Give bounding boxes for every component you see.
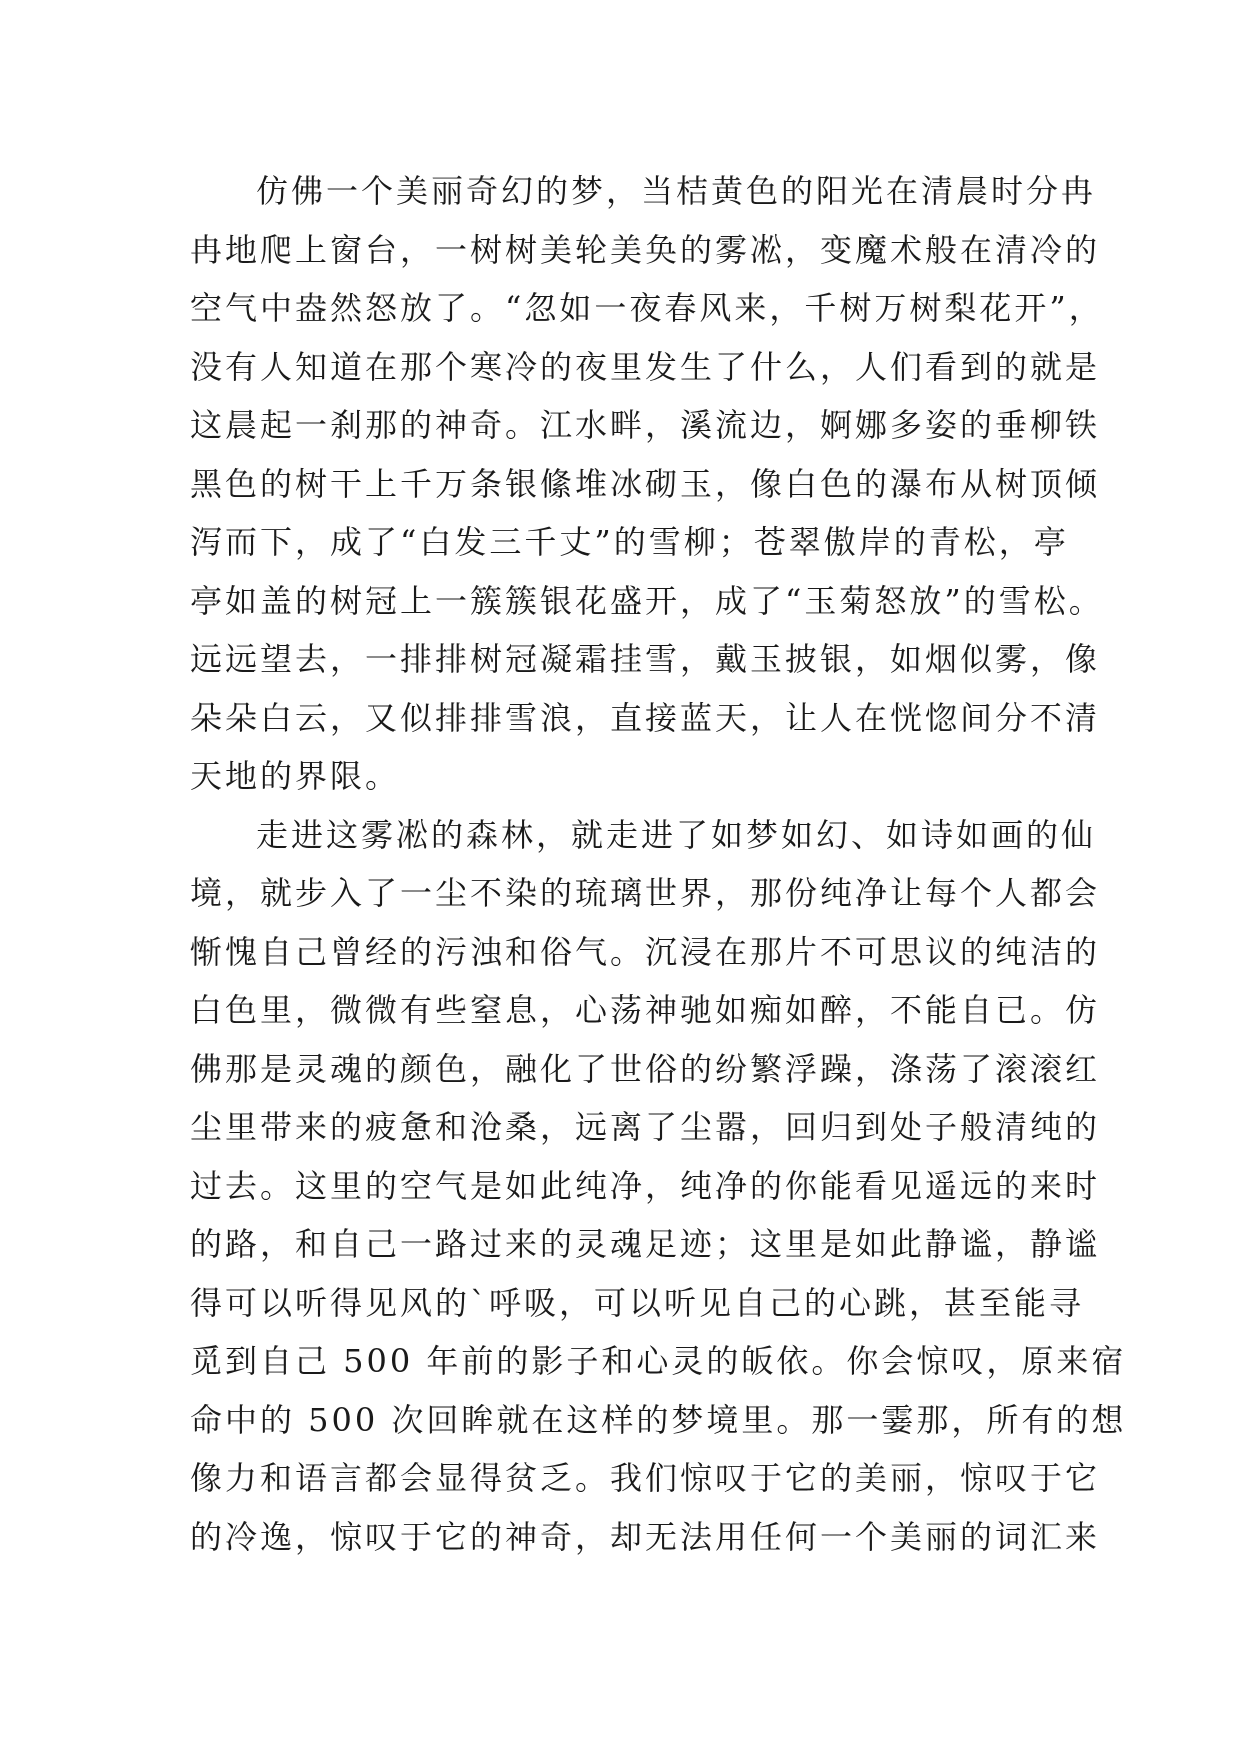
text-line: 天地的界限。 [190, 757, 401, 795]
text-line: 远远望去，一排排树冠凝霜挂雪，戴玉披银，如烟似雾，像 [190, 640, 1101, 678]
text-line: 的冷逸，惊叹于它的神奇，却无法用任何一个美丽的词汇来 [190, 1517, 1101, 1556]
text-line: 境，就步入了一尘不染的琉璃世界，那份纯净让每个人都会 [190, 874, 1101, 912]
text-line: 朵朵白云，又似排排雪浪，直接蓝天，让人在恍惚间分不清 [190, 698, 1101, 737]
text-line: 这晨起一刹那的神奇。江水畔，溪流边，婀娜多姿的垂柳铁 [190, 406, 1101, 444]
text-line: 过去。这里的空气是如此纯净，纯净的你能看见遥远的来时 [190, 1166, 1101, 1205]
paragraph-1 [190, 162, 1104, 806]
text-line: 泻而下，成了“白发三千丈”的雪柳；苍翠傲岸的青松，亭 [190, 523, 1069, 561]
text-line: 觅到自己 500 年前的影子和心灵的皈依。你会惊叹，原来宿 [190, 1342, 1127, 1380]
text-line: 佛那是灵魂的颜色，融化了世俗的纷繁浮躁，涤荡了滚滚红 [190, 1049, 1101, 1088]
text-line: 惭愧自己曾经的污浊和俗气。沉浸在那片不可思议的纯洁的 [190, 932, 1101, 971]
text-line: 白色里，微微有些窒息，心荡神驰如痴如醉，不能自已。仿 [190, 991, 1101, 1029]
text-line: 黑色的树干上千万条银絛堆冰砌玉，像白色的瀑布从树顶倾 [190, 464, 1101, 503]
text-line: 仿佛一个美丽奇幻的梦，当桔黄色的阳光在清晨时分冉 [256, 172, 1097, 210]
text-line: 像力和语言都会显得贫乏。我们惊叹于它的美丽，惊叹于它 [190, 1459, 1101, 1497]
text-line: 得可以听得见风的`呼吸，可以听见自己的心跳，甚至能寻 [190, 1283, 1085, 1322]
text-line: 走进这雾凇的森林，就走进了如梦如幻、如诗如画的仙 [256, 815, 1097, 854]
text-line: 冉地爬上窗台，一树树美轮美奂的雾凇，变魔术般在清冷的 [190, 230, 1101, 269]
text-line: 尘里带来的疲惫和沧桑，远离了尘嚣，回归到处子般清纯的 [190, 1108, 1101, 1146]
document-body [190, 162, 1127, 1566]
text-line: 空气中盎然怒放了。“忽如一夜春风来，千树万树梨花开”， [190, 289, 1104, 327]
paragraph-2 [190, 806, 1127, 1567]
text-line: 亭如盖的树冠上一簇簇银花盛开，成了“玉菊怒放”的雪松。 [190, 581, 1104, 620]
text-line: 没有人知道在那个寒冷的夜里发生了什么，人们看到的就是 [190, 347, 1101, 386]
text-line: 的路，和自己一路过来的灵魂足迹；这里是如此静谧，静谧 [190, 1225, 1101, 1263]
text-line: 命中的 500 次回眸就在这样的梦境里。那一霎那，所有的想 [190, 1400, 1127, 1439]
